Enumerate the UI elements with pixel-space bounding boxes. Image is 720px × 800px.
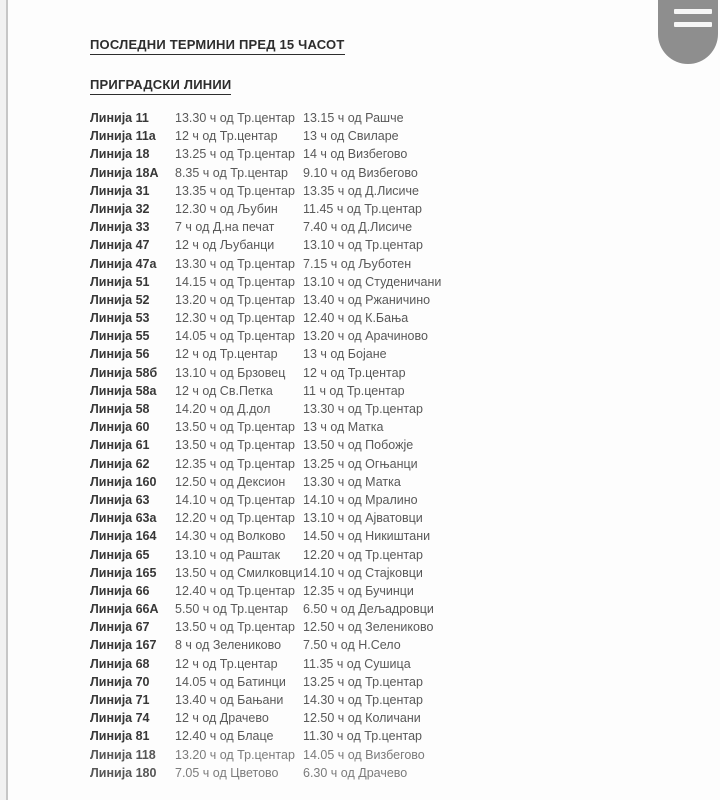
line-name: Линија 47а — [90, 256, 157, 271]
departure-1: 12.50 ч од Дексион — [175, 474, 286, 489]
departure-1: 14.20 ч од Д.дол — [175, 402, 271, 416]
departure-1: 13.20 ч од Тр.центар — [175, 747, 295, 762]
table-row — [90, 291, 650, 309]
table-row — [90, 673, 650, 691]
departure-2: 13.25 ч од Огњанци — [303, 456, 418, 471]
departure-1: 14.05 ч од Батинци — [175, 674, 286, 689]
departure-2: 13.10 ч од Тр.центар — [303, 238, 423, 253]
departure-1: 8 ч од Зелениково — [175, 638, 282, 653]
table-row — [90, 527, 650, 545]
line-name: Линија 118 — [90, 747, 156, 762]
departure-1: 12.40 ч од Тр.центар — [175, 583, 295, 598]
line-name: Линија 33 — [90, 220, 150, 235]
line-name: Линија 62 — [90, 456, 150, 471]
departure-2: 12.50 ч од Зелениково — [303, 620, 434, 635]
line-name: Линија 58а — [90, 383, 157, 398]
departure-1: 13.50 ч од Тр.центар — [175, 438, 295, 453]
departure-1: 7 ч од Д.на печат — [175, 220, 275, 235]
departure-1: 12 ч од Тр.центар — [175, 129, 278, 144]
departure-1: 8.35 ч од Тр.центар — [175, 165, 288, 180]
table-row — [90, 746, 650, 764]
table-row — [90, 418, 650, 436]
departure-2: 13 ч од Бојане — [303, 347, 387, 362]
departure-1: 12.35 ч од Тр.центар — [175, 456, 295, 471]
section-title: ПРИГРАДСКИ ЛИНИИ — [90, 77, 231, 95]
departure-2: 13.40 ч од Ржаничино — [303, 292, 431, 307]
schedule-content — [90, 36, 650, 782]
departure-1: 12.30 ч од Тр.центар — [175, 311, 295, 326]
departure-2: 13.20 ч од Арачиново — [303, 329, 428, 344]
table-row — [90, 582, 650, 600]
table-row — [90, 364, 650, 382]
departure-2: 6.50 ч од Дељадровци — [303, 602, 434, 617]
line-name: Линија 63 — [90, 492, 150, 507]
departure-2: 13 ч од Матка — [303, 420, 384, 435]
departure-2: 12.20 ч од Тр.центар — [303, 547, 423, 562]
departure-1: 13.10 ч од Брзовец — [175, 365, 286, 380]
departure-2: 14 ч од Визбегово — [303, 147, 408, 162]
line-name: Линија 68 — [90, 656, 150, 671]
table-row — [90, 473, 650, 491]
line-name: Линија 18 — [90, 147, 150, 162]
table-row — [90, 255, 650, 273]
departure-2: 12.40 ч од К.Бања — [303, 311, 409, 326]
table-row — [90, 309, 650, 327]
line-name: Линија 32 — [90, 201, 150, 216]
departure-1: 13.50 ч од Тр.центар — [175, 420, 295, 435]
table-row — [90, 691, 650, 709]
table-row — [90, 600, 650, 618]
table-row — [90, 200, 650, 218]
line-name: Линија 52 — [90, 292, 150, 307]
table-row — [90, 727, 650, 745]
departure-1: 14.30 ч од Волково — [175, 529, 286, 544]
page-title: ПОСЛЕДНИ ТЕРМИНИ ПРЕД 15 ЧАСОТ — [90, 37, 345, 55]
departure-2: 9.10 ч од Визбегово — [303, 165, 418, 180]
line-name: Линија 71 — [90, 693, 150, 707]
departure-1: 12 ч од Драчево — [175, 711, 269, 726]
line-name: Линија 65 — [90, 547, 150, 562]
departure-1: 14.05 ч од Тр.центар — [175, 329, 295, 344]
line-name: Линија 67 — [90, 620, 150, 635]
line-name: Линија 53 — [90, 311, 150, 326]
table-row — [90, 273, 650, 291]
departure-2: 13.25 ч од Тр.центар — [303, 674, 423, 689]
table-row — [90, 345, 650, 363]
table-row — [90, 182, 650, 200]
line-name: Линија 56 — [90, 347, 150, 362]
departure-2: 13.50 ч од Побожје — [303, 438, 414, 453]
line-name: Линија 66 — [90, 583, 150, 598]
table-row — [90, 127, 650, 145]
departure-2: 14.05 ч од Визбегово — [303, 747, 425, 762]
table-row — [90, 236, 650, 254]
line-name: Линија 74 — [90, 711, 150, 726]
departure-1: 13.50 ч од Смилковци — [175, 565, 303, 580]
line-name: Линија 55 — [90, 329, 150, 344]
departure-1: 13.35 ч од Тр.центар — [175, 183, 295, 198]
line-name: Линија 11 — [90, 111, 149, 125]
departure-2: 11.35 ч од Сушица — [303, 656, 411, 671]
table-row — [90, 164, 650, 182]
departure-1: 13.50 ч од Тр.центар — [175, 620, 295, 635]
departure-1: 12 ч од Св.Петка — [175, 383, 273, 398]
table-row — [90, 109, 650, 127]
line-name: Линија 58 — [90, 402, 150, 416]
line-name: Линија 51 — [90, 274, 150, 289]
line-name: Линија 66А — [90, 602, 159, 617]
table-row — [90, 327, 650, 345]
line-name: Линија 18А — [90, 165, 159, 180]
departure-2: 7.50 ч од Н.Село — [303, 638, 401, 653]
departure-2: 13.15 ч од Рашче — [303, 111, 404, 125]
departure-2: 12.35 ч од Бучинци — [303, 583, 414, 598]
departure-1: 14.15 ч од Тр.центар — [175, 274, 295, 289]
departure-2: 7.40 ч од Д.Лисиче — [303, 220, 413, 235]
departure-1: 12.20 ч од Тр.центар — [175, 511, 295, 526]
departure-2: 13.30 ч од Тр.центар — [303, 402, 423, 416]
departure-2: 6.30 ч од Драчево — [303, 765, 408, 780]
table-row — [90, 655, 650, 673]
departure-2: 13 ч од Свиларе — [303, 129, 399, 144]
table-row — [90, 491, 650, 509]
table-row — [90, 764, 650, 782]
departure-2: 11.45 ч од Тр.центар — [303, 201, 422, 216]
line-name: Линија 61 — [90, 438, 150, 453]
table-row — [90, 382, 650, 400]
line-name: Линија 160 — [90, 474, 157, 489]
departure-2: 13.35 ч од Д.Лисиче — [303, 183, 420, 198]
line-name: Линија 63а — [90, 511, 157, 526]
line-name: Линија 81 — [90, 729, 150, 744]
line-name: Линија 70 — [90, 674, 150, 689]
departure-2: 14.10 ч од Мралино — [303, 492, 418, 507]
line-name: Линија 11а — [90, 129, 156, 144]
table-row — [90, 145, 650, 163]
departure-2: 12 ч од Тр.центар — [303, 365, 406, 380]
departure-1: 13.30 ч од Тр.центар — [175, 256, 295, 271]
departure-1: 7.05 ч од Цветово — [175, 765, 279, 780]
departure-1: 12 ч од Љубанци — [175, 238, 275, 253]
departure-1: 5.50 ч од Тр.центар — [175, 602, 288, 617]
line-name: Линија 165 — [90, 565, 157, 580]
departure-2: 14.50 ч од Никиштани — [303, 529, 431, 544]
departure-2: 13.10 ч од Студеничани — [303, 274, 442, 289]
line-name: Линија 60 — [90, 420, 150, 435]
scan-edge-line — [6, 0, 8, 800]
departure-2: 7.15 ч од Љуботен — [303, 256, 412, 271]
table-row — [90, 455, 650, 473]
departure-2: 13.10 ч од Ајватовци — [303, 511, 423, 526]
departure-2: 13.30 ч од Матка — [303, 474, 401, 489]
departure-1: 13.10 ч од Раштак — [175, 547, 281, 562]
table-row — [90, 436, 650, 454]
lines-table — [90, 109, 650, 782]
line-name: Линија 31 — [90, 183, 150, 198]
departure-1: 12 ч од Тр.центар — [175, 656, 278, 671]
departure-1: 13.40 ч од Бањани — [175, 693, 284, 707]
departure-1: 14.10 ч од Тр.центар — [175, 492, 295, 507]
line-name: Линија 167 — [90, 638, 157, 653]
departure-1: 13.25 ч од Тр.центар — [175, 147, 295, 162]
table-row — [90, 509, 650, 527]
departure-2: 11.30 ч од Тр.центар — [303, 729, 422, 744]
line-name: Линија 47 — [90, 238, 150, 253]
departure-1: 12 ч од Тр.центар — [175, 347, 278, 362]
table-row — [90, 618, 650, 636]
departure-1: 12.40 ч од Блаце — [175, 729, 274, 744]
table-row — [90, 400, 650, 418]
departure-2: 12.50 ч од Количани — [303, 711, 421, 726]
table-row — [90, 709, 650, 727]
menu-button[interactable] — [658, 0, 718, 64]
table-row — [90, 546, 650, 564]
table-row — [90, 218, 650, 236]
line-name: Линија 164 — [90, 529, 157, 544]
table-row — [90, 636, 650, 654]
line-name: Линија 180 — [90, 765, 157, 780]
table-row — [90, 564, 650, 582]
departure-2: 14.10 ч од Стајковци — [303, 565, 423, 580]
departure-1: 13.20 ч од Тр.центар — [175, 292, 295, 307]
departure-2: 14.30 ч од Тр.центар — [303, 693, 423, 707]
departure-2: 11 ч од Тр.центар — [303, 383, 405, 398]
departure-1: 12.30 ч од Љубин — [175, 201, 278, 216]
line-name: Линија 58б — [90, 365, 158, 380]
departure-1: 13.30 ч од Тр.центар — [175, 111, 295, 125]
